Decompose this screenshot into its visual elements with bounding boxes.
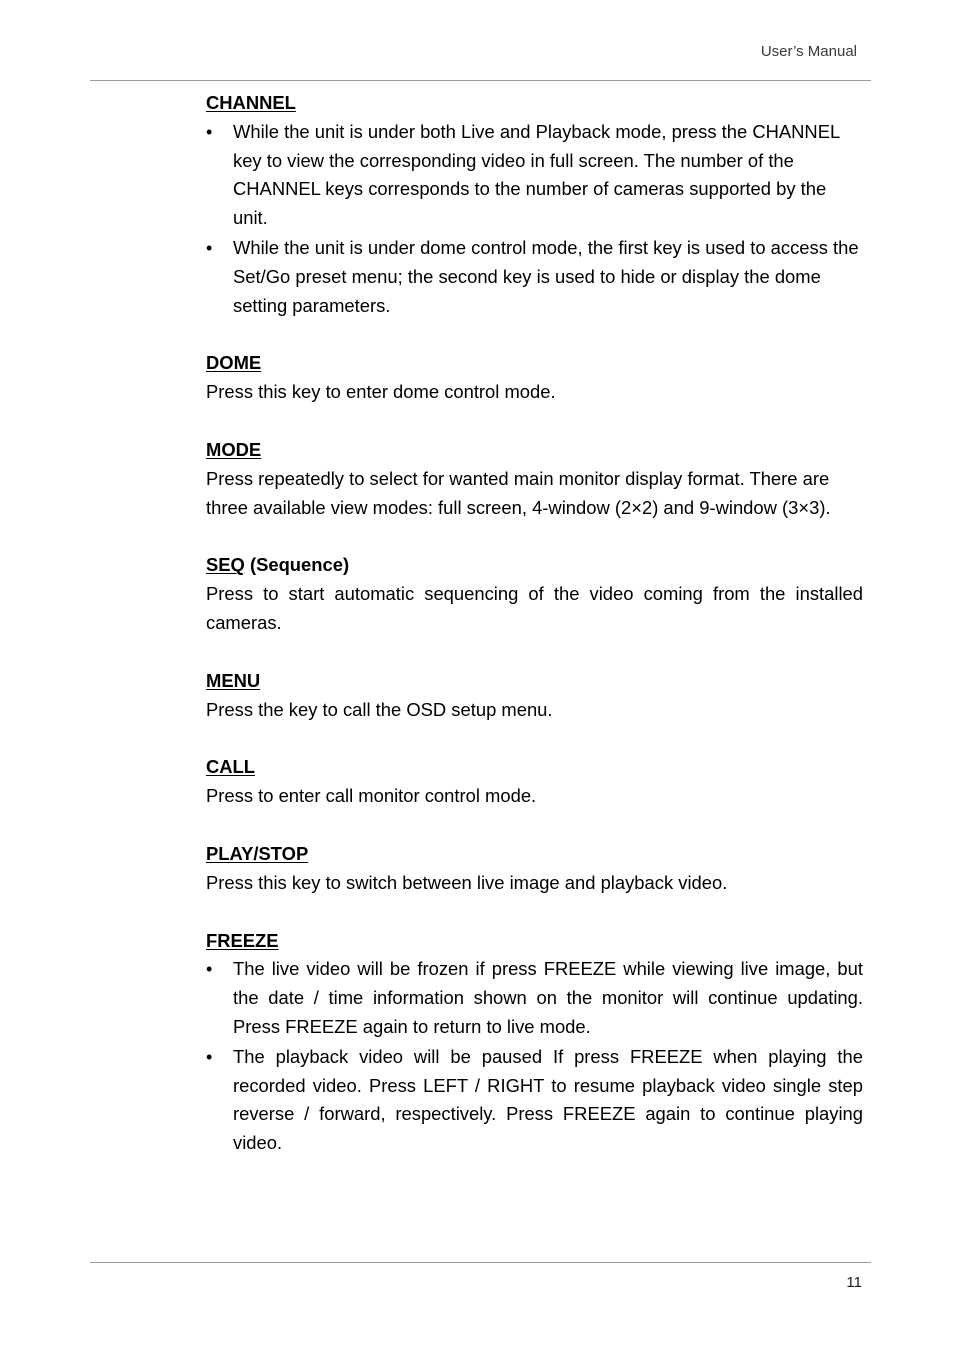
list-item: • The live video will be frozen if press FREEZE while viewing live image, but the date / time information shown on the monitor will continue updating. Press FREEZE again to return to live mode.: [206, 955, 863, 1041]
section-call: [206, 753, 863, 811]
section-heading: [206, 89, 863, 118]
section-play-stop: [206, 840, 863, 898]
header-rule: [90, 80, 871, 81]
footer-rule: [90, 1262, 871, 1263]
section-mode: [206, 436, 863, 522]
section-heading: [206, 927, 863, 956]
section-description: Press this key to enter dome control mode.: [206, 381, 556, 403]
section-heading: [206, 436, 863, 465]
key-name: DOME: [206, 352, 262, 374]
bullet-list: [206, 118, 863, 321]
key-name: FREEZE: [206, 929, 279, 951]
section-heading: [206, 840, 863, 869]
key-name: SEQ: [206, 554, 245, 576]
section-heading: [206, 551, 863, 580]
section-description: Press to enter call monitor control mode.: [206, 785, 537, 807]
section-description: Press the key to call the OSD setup menu.: [206, 698, 553, 720]
section-description: Press to start automatic sequencing of the video coming from the installed cameras.: [206, 583, 863, 633]
bullet-list: [206, 955, 863, 1158]
section-freeze: [206, 927, 863, 1158]
key-name: PLAY/STOP: [206, 842, 309, 864]
key-name: MODE: [206, 438, 262, 460]
section-dome: [206, 349, 863, 407]
section-heading: [206, 753, 863, 782]
section-description: Press repeatedly to select for wanted main monitor display format. There are three available view modes: full screen, 4-window (2×2) and 9-window (3×3).: [206, 467, 831, 518]
key-name: CALL: [206, 756, 256, 778]
key-name: MENU: [206, 669, 261, 691]
section-menu: [206, 667, 863, 725]
section-heading: [206, 349, 863, 378]
page-number: 11: [846, 1274, 862, 1291]
section-seq: [206, 551, 863, 637]
section-channel: [206, 89, 863, 320]
key-name-suffix: (Sequence): [244, 554, 350, 576]
key-name: CHANNEL: [206, 92, 296, 113]
list-item: • While the unit is under both Live and Playback mode, press the CHANNEL key to view the corresponding video in full screen. The number of the CHANNEL keys corresponds to the number of cameras supported by the unit.: [206, 118, 863, 233]
running-header: User’s Manual: [760, 43, 857, 60]
section-description: Press this key to switch between live image and playback video.: [206, 871, 728, 893]
section-heading: [206, 667, 863, 696]
list-item: • While the unit is under dome control mode, the first key is used to access the Set/Go preset menu; the second key is used to hide or display the dome setting parameters.: [206, 234, 863, 320]
list-item: • The playback video will be paused If press FREEZE when playing the recorded video. Press LEFT / RIGHT to resume playback video single step reverse / forward, respectively. Press FREEZE again to continue playing video.: [206, 1043, 863, 1158]
page-body: [206, 89, 863, 1187]
